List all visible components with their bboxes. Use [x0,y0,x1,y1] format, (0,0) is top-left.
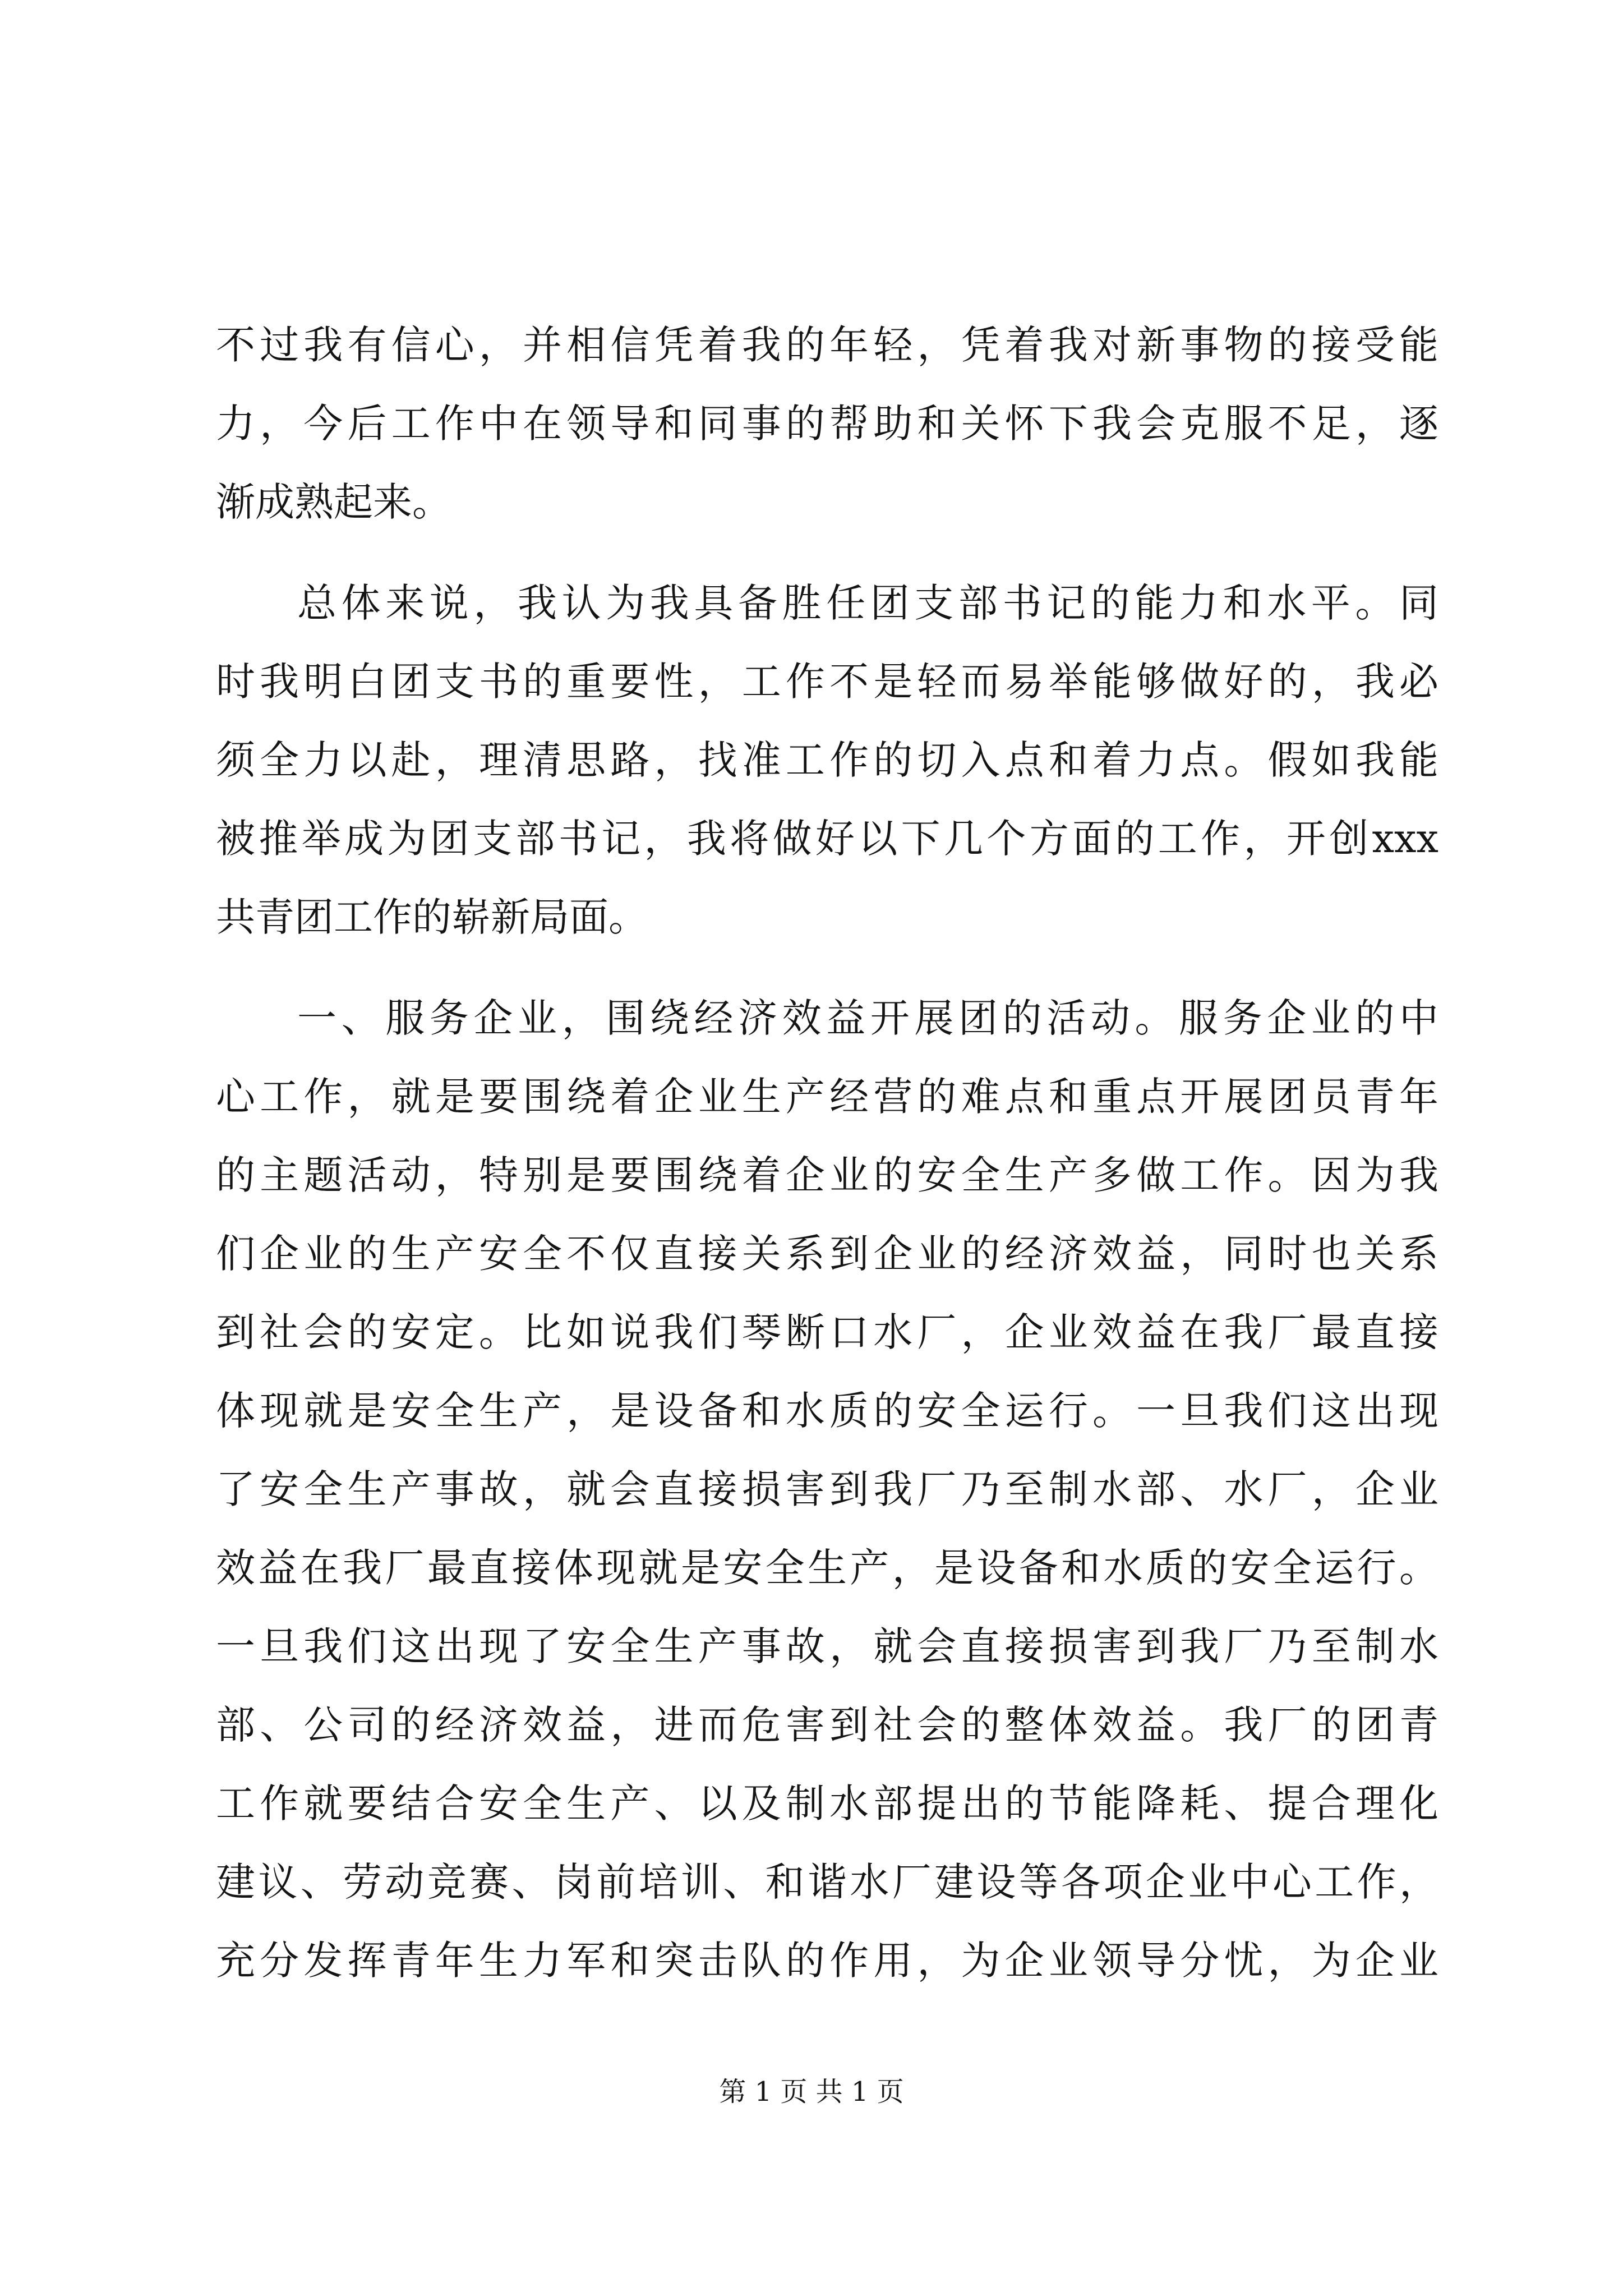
body-text [216,306,1438,2000]
paragraph-line: 体现就是安全生产，是设备和水质的安全运行。一旦我们这出现 [216,1388,1438,1434]
paragraph-line: 们企业的生产安全不仅直接关系到企业的经济效益，同时也关系 [216,1231,1438,1277]
paragraph-line: 渐成熟起来。 [216,479,451,525]
paragraph-3 [216,979,1438,2000]
page-number-label: 第 1 页 共 1 页 [719,2076,904,2108]
paragraph-line: 不过我有信心，并相信凭着我的年轻，凭着我对新事物的接受能 [216,322,1438,368]
paragraph-line: 须全力以赴，理清思路，找准工作的切入点和着力点。假如我能 [216,737,1438,783]
paragraph-line: 充分发挥青年生力军和突击队的作用，为企业领导分忧，为企业 [216,1938,1438,1984]
paragraph-line: 了安全生产事故，就会直接损害到我厂乃至制水部、水厂，企业 [216,1466,1438,1512]
paragraph-line: 总体来说，我认为我具备胜任团支部书记的能力和水平。同 [297,580,1438,626]
paragraph-line: 一、服务企业，围绕经济效益开展团的活动。服务企业的中 [297,995,1438,1041]
paragraph-line: 共青团工作的崭新局面。 [216,894,648,940]
paragraph-line: 被推举成为团支部书记，我将做好以下几个方面的工作，开创xxx [216,816,1438,862]
paragraph-line: 效益在我厂最直接体现就是安全生产，是设备和水质的安全运行。 [216,1545,1438,1591]
paragraph-line: 一旦我们这出现了安全生产事故，就会直接损害到我厂乃至制水 [216,1623,1438,1669]
paragraph-line: 到社会的安定。比如说我们琴断口水厂，企业效益在我厂最直接 [216,1309,1438,1355]
paragraph-line: 工作就要结合安全生产、以及制水部提出的节能降耗、提合理化 [216,1780,1438,1826]
paragraph-line: 部、公司的经济效益，进而危害到社会的整体效益。我厂的团青 [216,1702,1438,1748]
paragraph-line: 建议、劳动竞赛、岗前培训、和谐水厂建设等各项企业中心工作， [216,1859,1438,1905]
paragraph-1 [216,306,1438,541]
paragraph-2 [216,564,1438,956]
paragraph-line: 力，今后工作中在领导和同事的帮助和关怀下我会克服不足，逐 [216,401,1438,447]
paragraph-line: 时我明白团支书的重要性，工作不是轻而易举能够做好的，我必 [216,659,1438,705]
page-footer [0,2070,1623,2109]
paragraph-line: 心工作，就是要围绕着企业生产经营的难点和重点开展团员青年 [216,1074,1438,1120]
paragraph-line: 的主题活动，特别是要围绕着企业的安全生产多做工作。因为我 [216,1152,1438,1198]
